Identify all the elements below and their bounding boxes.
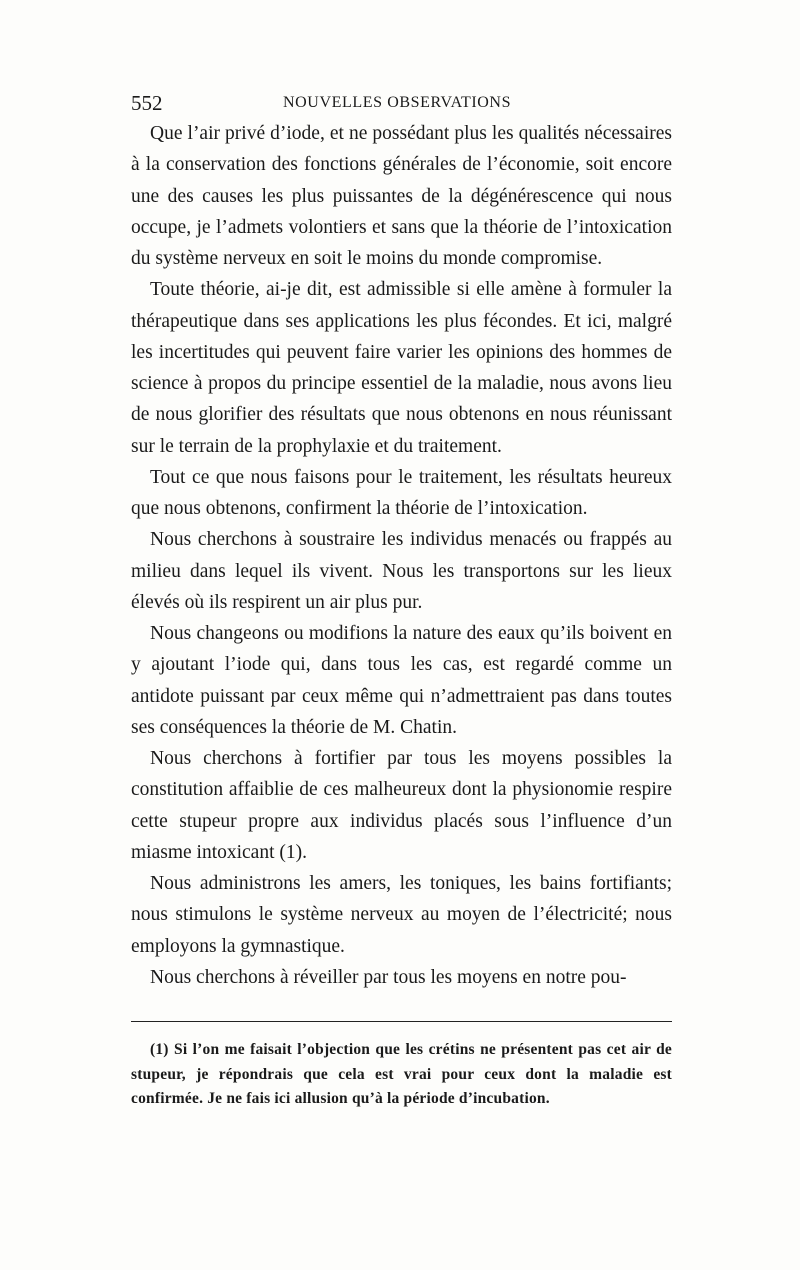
paragraph: Nous cherchons à réveiller par tous les moyens en notre pou- (150, 966, 627, 988)
running-title: NOUVELLES OBSERVATIONS (283, 94, 512, 111)
paragraph: Nous cherchons à fortifier par tous les moyens possibles la constitution affaiblie de ces malheureux dont la physionomie respire cette stupeur propre aux individus placés sous l’influence d’un miasme intoxicant (1). (131, 748, 672, 863)
paragraph: Nous changeons ou modifions la nature des eaux qu’ils boivent en y ajoutant l’iode qui, dans tous les cas, est regardé comme un antidote puissant par ceux même qui n’admettraient pas dans toutes ses conséquences la théorie de M. Chatin. (131, 623, 672, 738)
page-header (131, 88, 672, 118)
page-number: 552 (131, 91, 163, 115)
paragraph: Tout ce que nous faisons pour le traitement, les résultats heureux que nous obtenons, confirment la théorie de l’intoxication. (131, 466, 672, 519)
book-page (131, 88, 672, 1112)
footnote: (1) Si l’on me faisait l’objection que les crétins ne présentent pas cet air de stupeur, je répondrais que cela est vrai pour ceux dont la maladie est confirmée. Je ne fais ici allusion qu’à la période d’incubation. (131, 1041, 672, 1107)
paragraph: Nous administrons les amers, les toniques, les bains fortifiants; nous stimulons le système nerveux au moyen de l’électricité; nous employons la gymnastique. (131, 873, 672, 957)
paragraph: Nous cherchons à soustraire les individus menacés ou frappés au milieu dans lequel ils vivent. Nous les transportons sur les lieux élevés où ils respirent un air plus pur. (131, 529, 672, 613)
paragraph: Toute théorie, ai-je dit, est admissible si elle amène à formuler la thérapeutique dans ses applications les plus fécondes. Et ici, malgré les incertitudes qui peuvent faire varier les opinions des hommes de science à propos du principe essentiel de la maladie, nous avons lieu de nous glorifier des résultats que nous obtenons en nous réunissant sur le terrain de la prophylaxie et du traitement. (131, 279, 672, 457)
footnote-divider (131, 1021, 672, 1022)
paragraph: Que l’air privé d’iode, et ne possédant plus les qualités nécessaires à la conservation des fonctions générales de l’économie, soit encore une des causes les plus puissantes de la dégénérescence qui nous occupe, je l’admets volontiers et sans que la théorie de l’intoxication du système nerveux en soit le moins du monde compromise. (131, 123, 672, 269)
body-text (131, 118, 672, 993)
